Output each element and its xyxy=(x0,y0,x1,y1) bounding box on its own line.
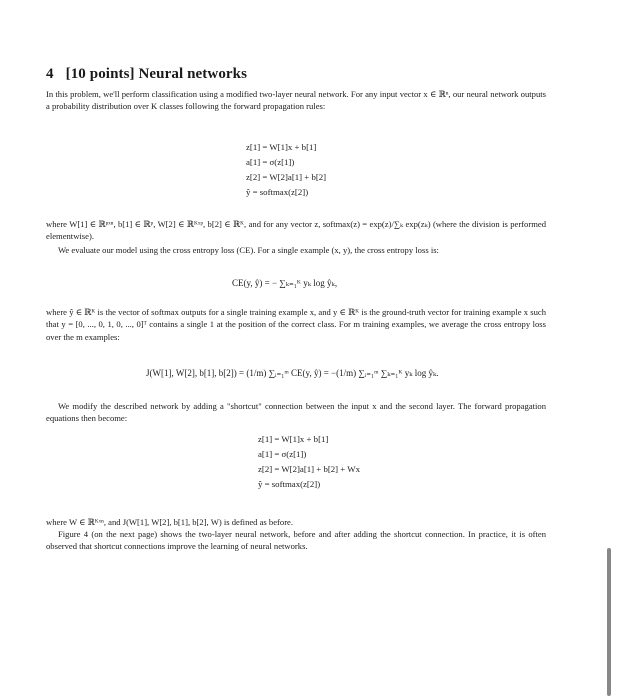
where-y-paragraph: where ŷ ∈ ℝᴷ is the vector of softmax outputs for a single training example x, and y ∈ ℝᴷ is the ground-truth vector for training example x such that y = [0, ..., 0, 1, 0, ..., 0]ᵀ contains a single 1 at the position of the correct class. For m training examples, we average the cross entropy loss over the m examples: xyxy=(46,307,546,342)
shortcut-intro-paragraph: We modify the described network by adding a "shortcut" connection between the input x and the second layer. The forward propagation equations then become: xyxy=(46,401,546,424)
ce-intro-paragraph: We evaluate our model using the cross entropy loss (CE). For a single example (x, y), the cross entropy loss is: xyxy=(58,245,439,255)
where-paragraph: where W[1] ∈ ℝᵖˣⁿ, b[1] ∈ ℝᵖ, W[2] ∈ ℝᴷˣᵖ, b[2] ∈ ℝᴷ, and for any vector z, softmax(z) = exp(z)/∑ₖ exp(zₖ) (where the division is performed elementwise). xyxy=(46,219,546,242)
section-title: [10 points] Neural networks xyxy=(65,66,248,82)
equation-line: z[2] = W[2]a[1] + b[2] + Wx xyxy=(258,464,361,474)
equation-line: a[1] = σ(z[1]) xyxy=(258,449,307,459)
equation-line: z[1] = W[1]x + b[1] xyxy=(246,142,317,152)
equation-line: ŷ = softmax(z[2]) xyxy=(258,479,321,489)
j-equation: J(W[1], W[2], b[1], b[2]) = (1/m) ∑ᵢ₌₁ᵐ CE(y, ŷ) = −(1/m) ∑ᵢ₌₁ᵐ ∑ₖ₌₁ᴷ yₖ log ŷₖ. xyxy=(146,368,439,378)
section-number: 4 xyxy=(46,66,54,82)
intro-paragraph: In this problem, we'll perform classification using a modified two-layer neural network. For any input vector x ∈ ℝⁿ, our neural network outputs a probability distribution over K classes following the forward propagation rules: xyxy=(46,89,546,112)
closing-figure-paragraph: Figure 4 (on the next page) shows the two-layer neural network, before and after adding the shortcut connection. In practice, it is often observed that shortcut connections improve the learning of neural networks. xyxy=(46,529,546,552)
forward-equations xyxy=(246,140,326,200)
equation-line: a[1] = σ(z[1]) xyxy=(246,157,295,167)
ce-equation: CE(y, ŷ) = − ∑ₖ₌₁ᴷ yₖ log ŷₖ, xyxy=(232,278,338,288)
equation-line: z[2] = W[2]a[1] + b[2] xyxy=(246,172,327,182)
section-heading xyxy=(46,66,247,83)
equation-line: z[1] = W[1]x + b[1] xyxy=(258,434,329,444)
equation-line: ŷ = softmax(z[2]) xyxy=(246,187,309,197)
shortcut-equations xyxy=(258,432,360,492)
closing-where-paragraph: where W ∈ ℝᴷˣⁿ, and J(W[1], W[2], b[1], b[2], W) is defined as before. xyxy=(46,517,294,527)
vertical-scrollbar[interactable] xyxy=(607,548,611,696)
